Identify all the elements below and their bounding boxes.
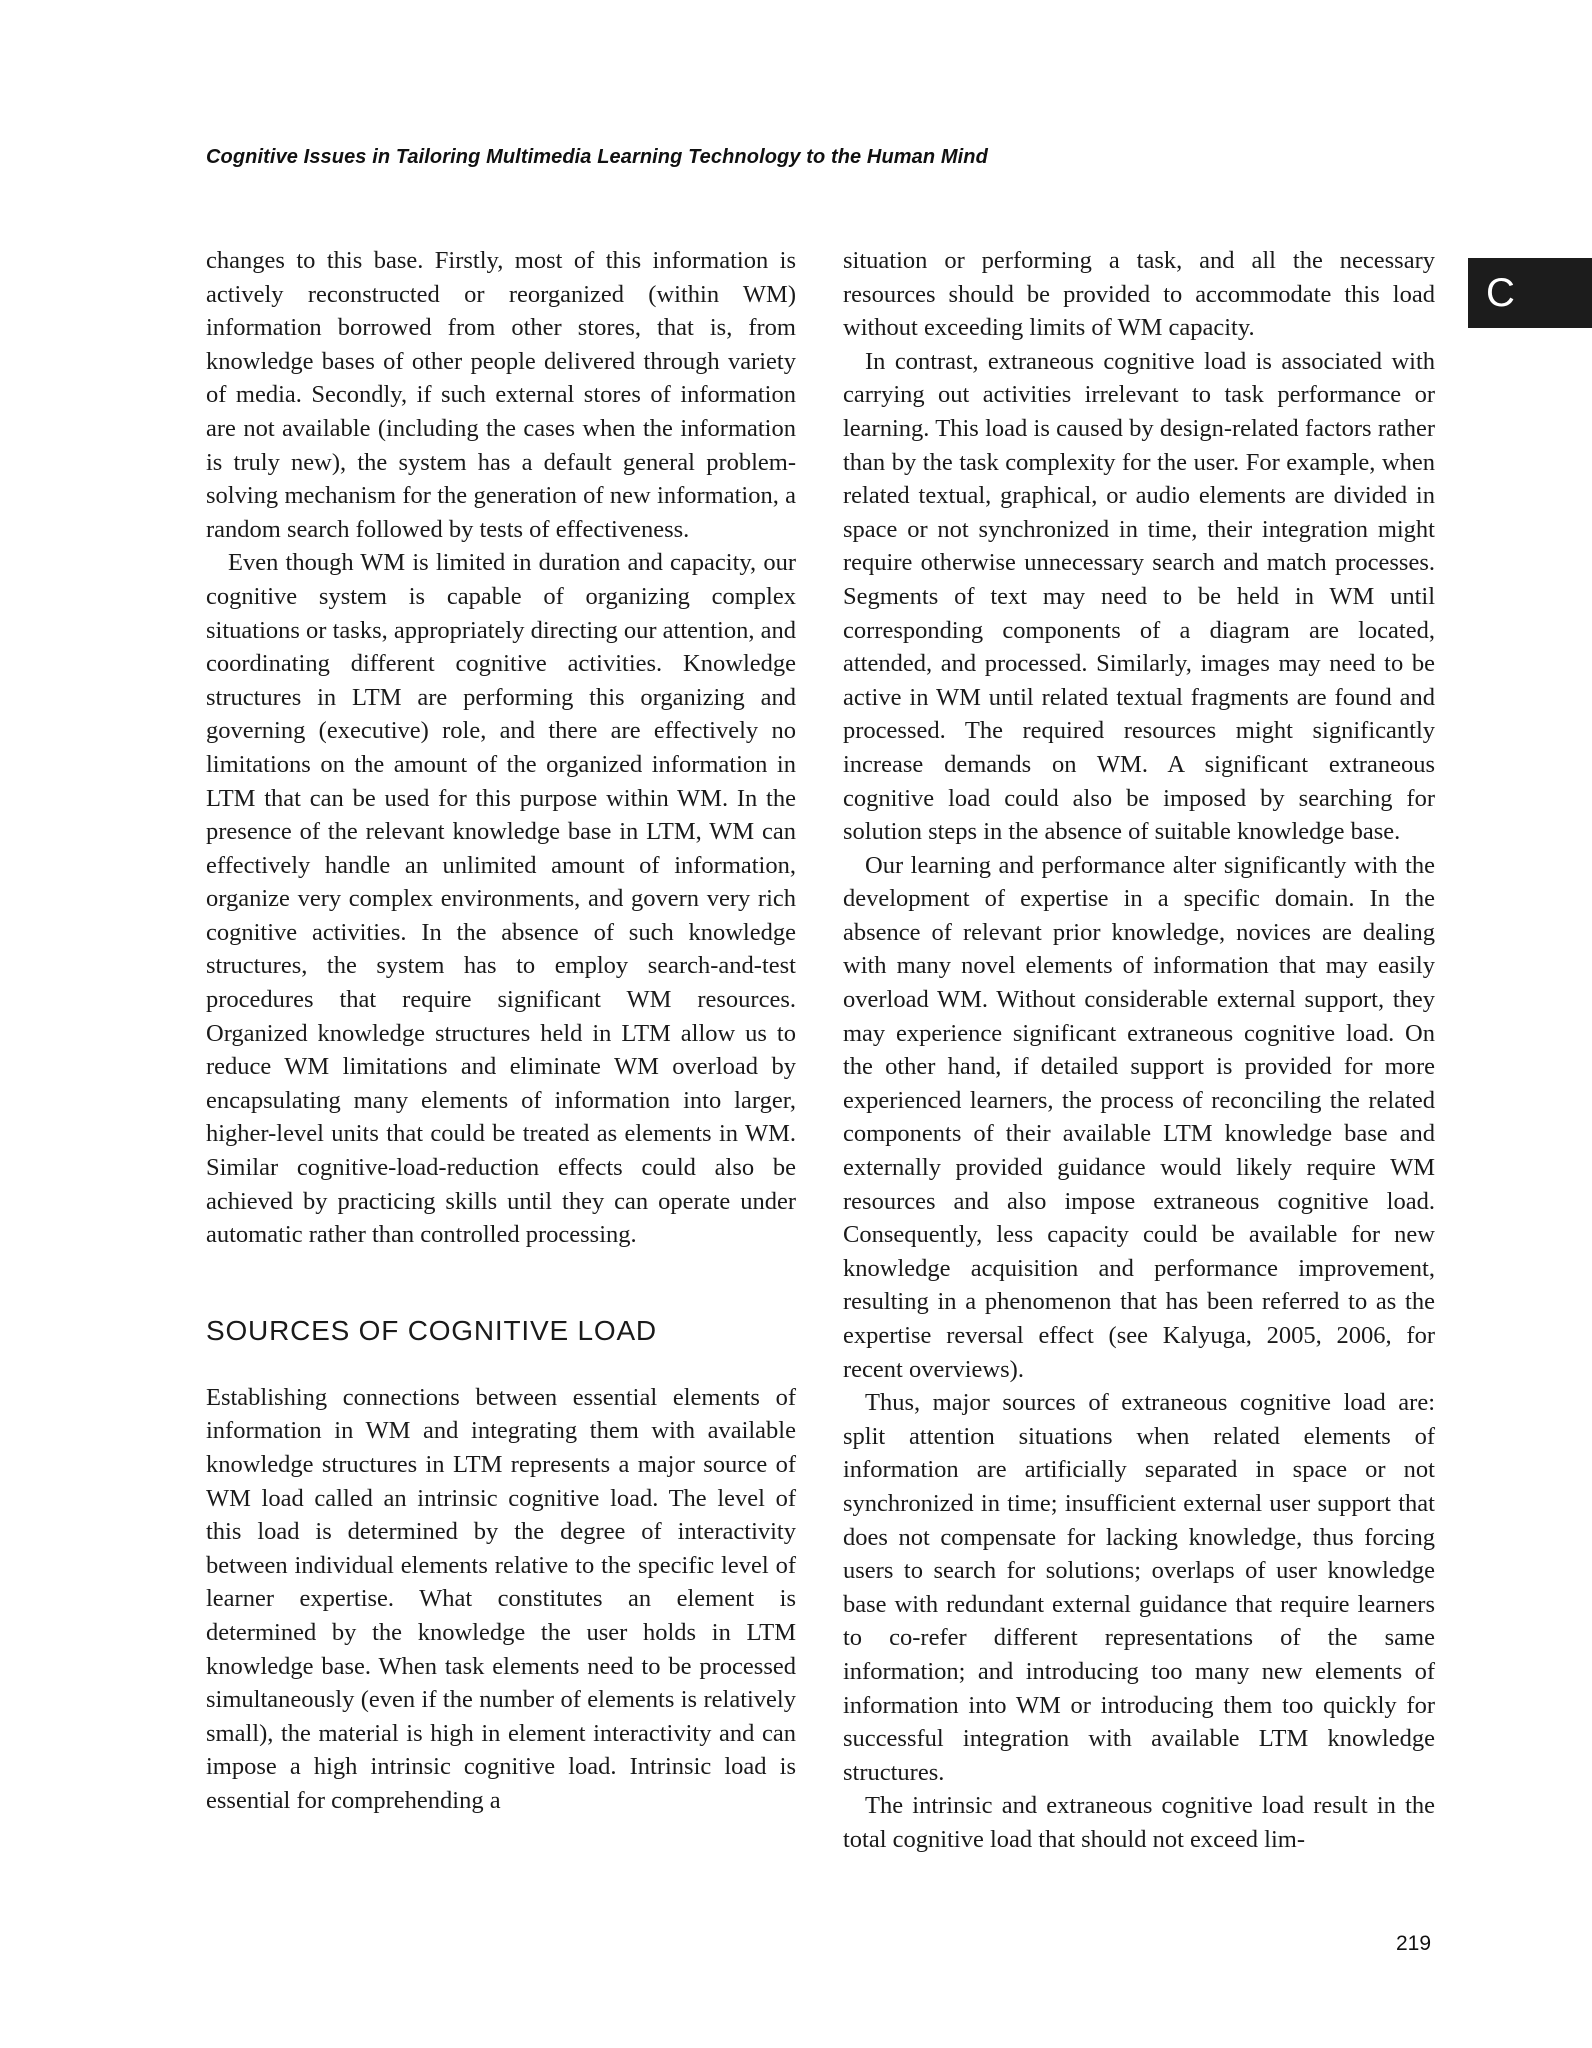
body-paragraph: In contrast, extraneous cognitive load is associated with carrying out activities irrelevant to task performance or learning. This load is caused by design-related factors rather than by the task complexity for the user. For example, when related textual, graphical, or audio elements are divided in space or not synchronized in time, their integration might require otherwise unnecessary search and match processes. Segments of text may need to be held in WM until corresponding components of a diagram are located, attended, and processed. Similarly, images may need to be active in WM until related textual fragments are found and processed. The required resources might significantly increase demands on WM. A significant extraneous cognitive load could also be imposed by searching for solution steps in the absence of suitable knowledge base. bbox=[843, 347, 1435, 846]
section-heading: SOURCES OF COGNITIVE LOAD bbox=[206, 1314, 657, 1346]
body-paragraph: changes to this base. Firstly, most of this information is actively reconstructed or reorganized (within WM) information borrowed from other stores, that is, from knowledge bases of other people delivered through variety of media. Secondly, if such external stores of information are not available (including the cases when the information is truly new), the system has a default general problem-solving mechanism for the generation of new information, a random search followed by tests of effectiveness. bbox=[206, 247, 796, 543]
body-paragraph: Thus, major sources of extraneous cognitive load are: split attention situations when related elements of information are artificially separated in space or not synchronized in time; insufficient external user support that does not compensate for lacking knowledge, thus forcing users to search for solutions; overlaps of user knowledge base with redundant external guidance that require learners to co-refer different representations of the same information; and introducing too many new elements of information into WM or introducing them too quickly for successful integration with available LTM knowledge structures. bbox=[843, 1389, 1435, 1786]
page-number: 219 bbox=[1396, 1932, 1432, 1955]
body-paragraph: The intrinsic and extraneous cognitive load result in the total cognitive load that should not exceed lim- bbox=[843, 1792, 1435, 1853]
section-thumb-tab: C bbox=[1468, 258, 1592, 328]
body-paragraph: Even though WM is limited in duration and capacity, our cognitive system is capable of organizing complex situations or tasks, appropriately directing our attention, and coordinating different cognitive activities. Knowledge structures in LTM are performing this organizing and governing (executive) role, and there are effectively no limitations on the amount of the organized information in LTM that can be used for this purpose within WM. In the presence of the relevant knowledge base in LTM, WM can effectively handle an unlimited amount of information, organize very complex environments, and govern very rich cognitive activities. In the absence of such knowledge structures, the system has to employ search-and-test procedures that require significant WM resources. Organized knowledge structures held in LTM allow us to reduce WM limitations and eliminate WM overload by encapsulating many elements of information into larger, higher-level units that could be treated as elements in WM. Similar cognitive-load-reduction effects could also be achieved by practicing skills until they can operate under automatic rather than controlled processing. bbox=[206, 549, 796, 1249]
left-text-column bbox=[206, 244, 796, 1818]
body-paragraph: Establishing connections between essential elements of information in WM and integrating them with available knowledge structures in LTM represents a major source of WM load called an intrinsic cognitive load. The level of this load is determined by the degree of interactivity between individual elements relative to the specific level of learner expertise. What constitutes an element is determined by the knowledge the user holds in LTM knowledge base. When task elements need to be processed simultaneously (even if the number of elements is relatively small), the material is high in element interactivity and can impose a high intrinsic cognitive load. Intrinsic load is essential for comprehending a bbox=[206, 1383, 796, 1814]
body-paragraph: Our learning and performance alter significantly with the development of expertise in a specific domain. In the absence of relevant prior knowledge, novices are dealing with many novel elements of information that may easily overload WM. Without considerable external support, they may experience significant extraneous cognitive load. On the other hand, if detailed support is provided for more experienced learners, the process of reconciling the related components of their available LTM knowledge base and externally provided guidance would likely require WM resources and also impose extraneous cognitive load. Consequently, less capacity could be available for new knowledge acquisition and performance improvement, resulting in a phenomenon that has been referred to as the expertise reversal effect (see Kalyuga, 2005, 2006, for recent overviews). bbox=[843, 851, 1435, 1383]
right-text-column bbox=[843, 244, 1435, 1857]
running-head-title: Cognitive Issues in Tailoring Multimedia Learning Technology to the Human Mind bbox=[206, 146, 988, 168]
body-paragraph: situation or performing a task, and all the necessary resources should be provided to accommodate this load without exceeding limits of WM capacity. bbox=[843, 247, 1435, 342]
